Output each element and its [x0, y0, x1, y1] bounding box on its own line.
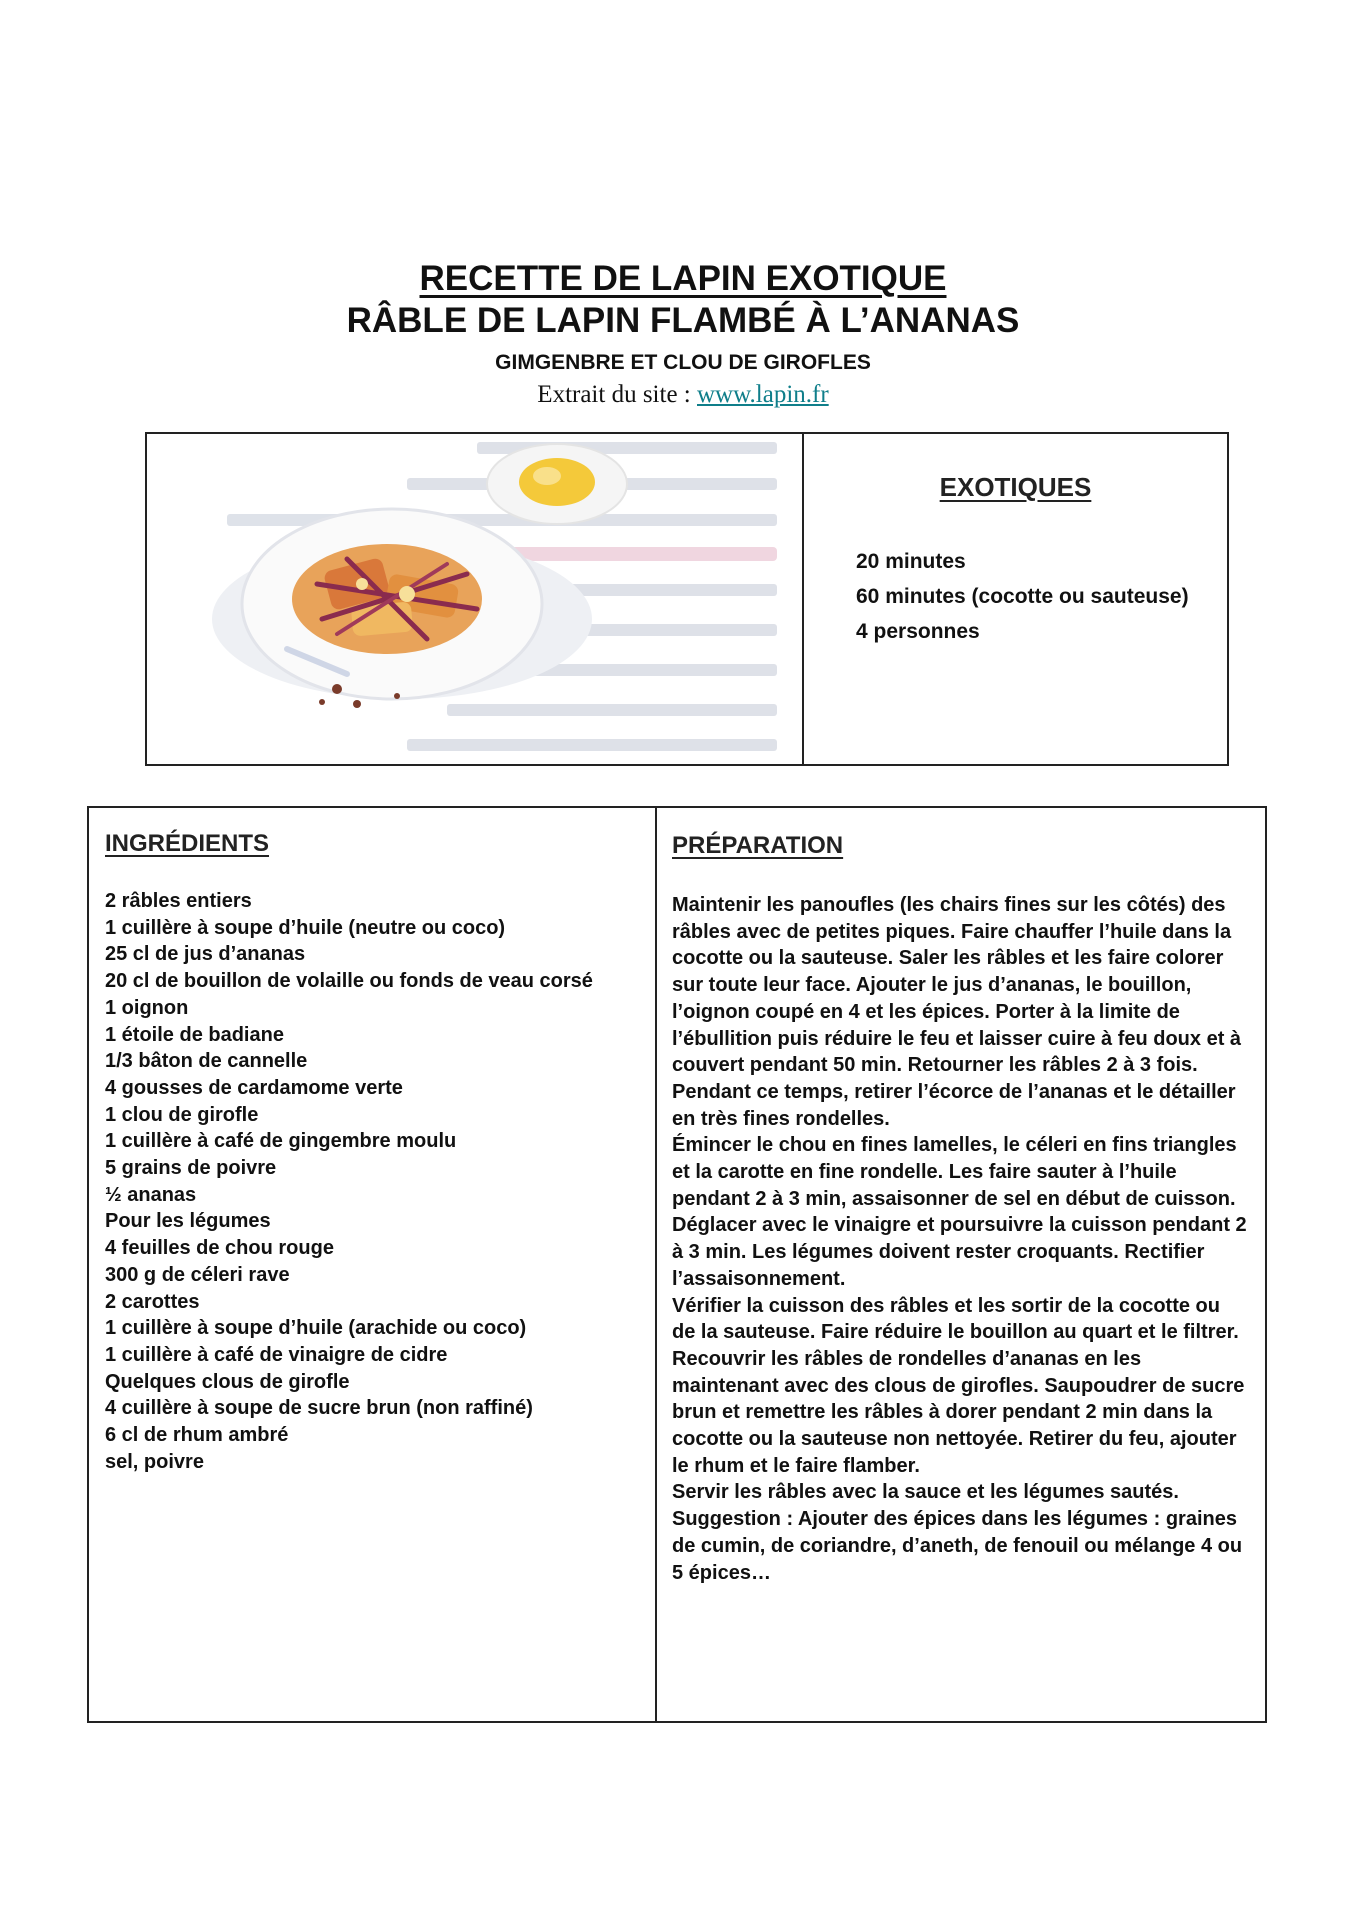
preparation-suggestion: Suggestion : Ajouter des épices dans les légumes : graines de cumin, de coriandre, d’aneth, de fenouil ou mélange 4 ou 5 épices… [672, 1508, 1243, 1584]
summary-panel [804, 434, 1227, 764]
page-header [0, 258, 1366, 412]
recipe-subtitle: RÂBLE DE LAPIN FLAMBÉ À L’ANANAS [346, 301, 1020, 340]
ingredient-item: 4 cuillère à soupe de sucre brun (non raffiné) [105, 1397, 533, 1420]
recipe-body [87, 806, 1267, 1723]
ingredient-item: 1 cuillère à café de vinaigre de cidre [105, 1343, 448, 1366]
ingredient-item: 4 feuilles de chou rouge [105, 1237, 334, 1260]
preparation-heading: PRÉPARATION [672, 832, 844, 859]
ingredients-column [89, 808, 657, 1721]
ingredient-item: 1/3 bâton de cannelle [105, 1050, 308, 1073]
ingredient-item: 6 cl de rhum ambré [105, 1424, 289, 1447]
category-label: EXOTIQUES [939, 472, 1092, 502]
preparation-step: Vérifier la cuisson des râbles et les sortir de la cocotte ou de la sauteuse. Faire réduire le bouillon au quart et le filtrer. Recouvrir les râbles de rondelles d’ananas en les maintenant avec des clous de girofles. Saupoudrer de sucre brun et remettre les râbles à dorer pendant 2 min dans la cocotte ou la sauteuse non nettoyée. Retirer du feu, ajouter le rhum et le faire flamber. [672, 1294, 1245, 1477]
ingredient-item: 1 clou de girofle [105, 1103, 259, 1126]
preparation-step: Émincer le chou en fines lamelles, le céleri en fins triangles et la carotte en fine rondelle. Les faire sauter à l’huile pendant 2 à 3 min, assaisonner de sel en début de cuisson. Déglacer avec le vinaigre et poursuivre la cuisson pendant 2 à 3 min. Les légumes doivent rester croquants. Rectifier l’assaisonnement. [672, 1134, 1247, 1290]
ingredient-item: 5 grains de poivre [105, 1157, 277, 1180]
recipe-meta [816, 544, 1207, 649]
ingredient-item: 1 cuillère à soupe d’huile (neutre ou coco) [105, 916, 506, 939]
ingredient-item: Quelques clous de girofle [105, 1370, 350, 1393]
ingredient-item: sel, poivre [105, 1450, 204, 1473]
recipe-title: RECETTE DE LAPIN EXOTIQUE [419, 259, 947, 298]
ingredient-item: 1 cuillère à soupe d’huile (arachide ou coco) [105, 1317, 527, 1340]
ingredients-list [105, 888, 635, 1475]
summary-box [145, 432, 1229, 766]
preparation-column [657, 808, 1265, 1721]
ingredient-item: 300 g de céleri rave [105, 1263, 290, 1286]
source-prefix: Extrait du site : [537, 381, 697, 408]
servings: 4 personnes [856, 620, 980, 643]
preparation-step: Servir les râbles avec la sauce et les légumes sautés. [672, 1481, 1179, 1504]
ingredient-subheading: Pour les légumes [105, 1210, 271, 1233]
ingredient-item: 2 carottes [105, 1290, 200, 1313]
ingredient-item: 4 gousses de cardamome verte [105, 1076, 403, 1099]
cook-time: 60 minutes (cocotte ou sauteuse) [856, 585, 1189, 608]
ingredients-heading: INGRÉDIENTS [105, 830, 270, 857]
source-line [0, 378, 1366, 412]
ingredient-item: ½ ananas [105, 1183, 197, 1206]
ingredient-item: 1 étoile de badiane [105, 1023, 284, 1046]
ingredient-item: 1 cuillère à café de gingembre moulu [105, 1130, 457, 1153]
ingredient-item: 25 cl de jus d’ananas [105, 943, 306, 966]
prep-time: 20 minutes [856, 550, 966, 573]
recipe-subtitle-2: GIMGENBRE ET CLOU DE GIROFLES [495, 351, 871, 374]
ingredient-item: 20 cl de bouillon de volaille ou fonds de veau corsé [105, 970, 593, 993]
source-link[interactable]: www.lapin.fr [697, 381, 829, 408]
preparation-step: Pendant ce temps, retirer l’écorce de l’ananas et le détailler en très fines rondelles. [672, 1080, 1236, 1130]
preparation-step: Maintenir les panoufles (les chairs fines sur les côtés) des râbles avec de petites piques. Faire chauffer l’huile dans la cocotte ou la sauteuse. Saler les râbles et les faire colorer sur toute leur face. Ajouter le jus d’ananas, le bouillon, l’oignon coupé en 4 et les épices. Porter à la limite de l’ébullition puis réduire le feu et laisser cuire à feu doux et à couvert pendant 50 min. Retourner les râbles 2 à 3 fois. [672, 894, 1242, 1077]
recipe-photo [147, 434, 804, 764]
ingredient-item: 1 oignon [105, 996, 189, 1019]
ingredient-item: 2 râbles entiers [105, 890, 252, 912]
dish-illustration [147, 434, 802, 764]
preparation-text [672, 892, 1247, 1586]
